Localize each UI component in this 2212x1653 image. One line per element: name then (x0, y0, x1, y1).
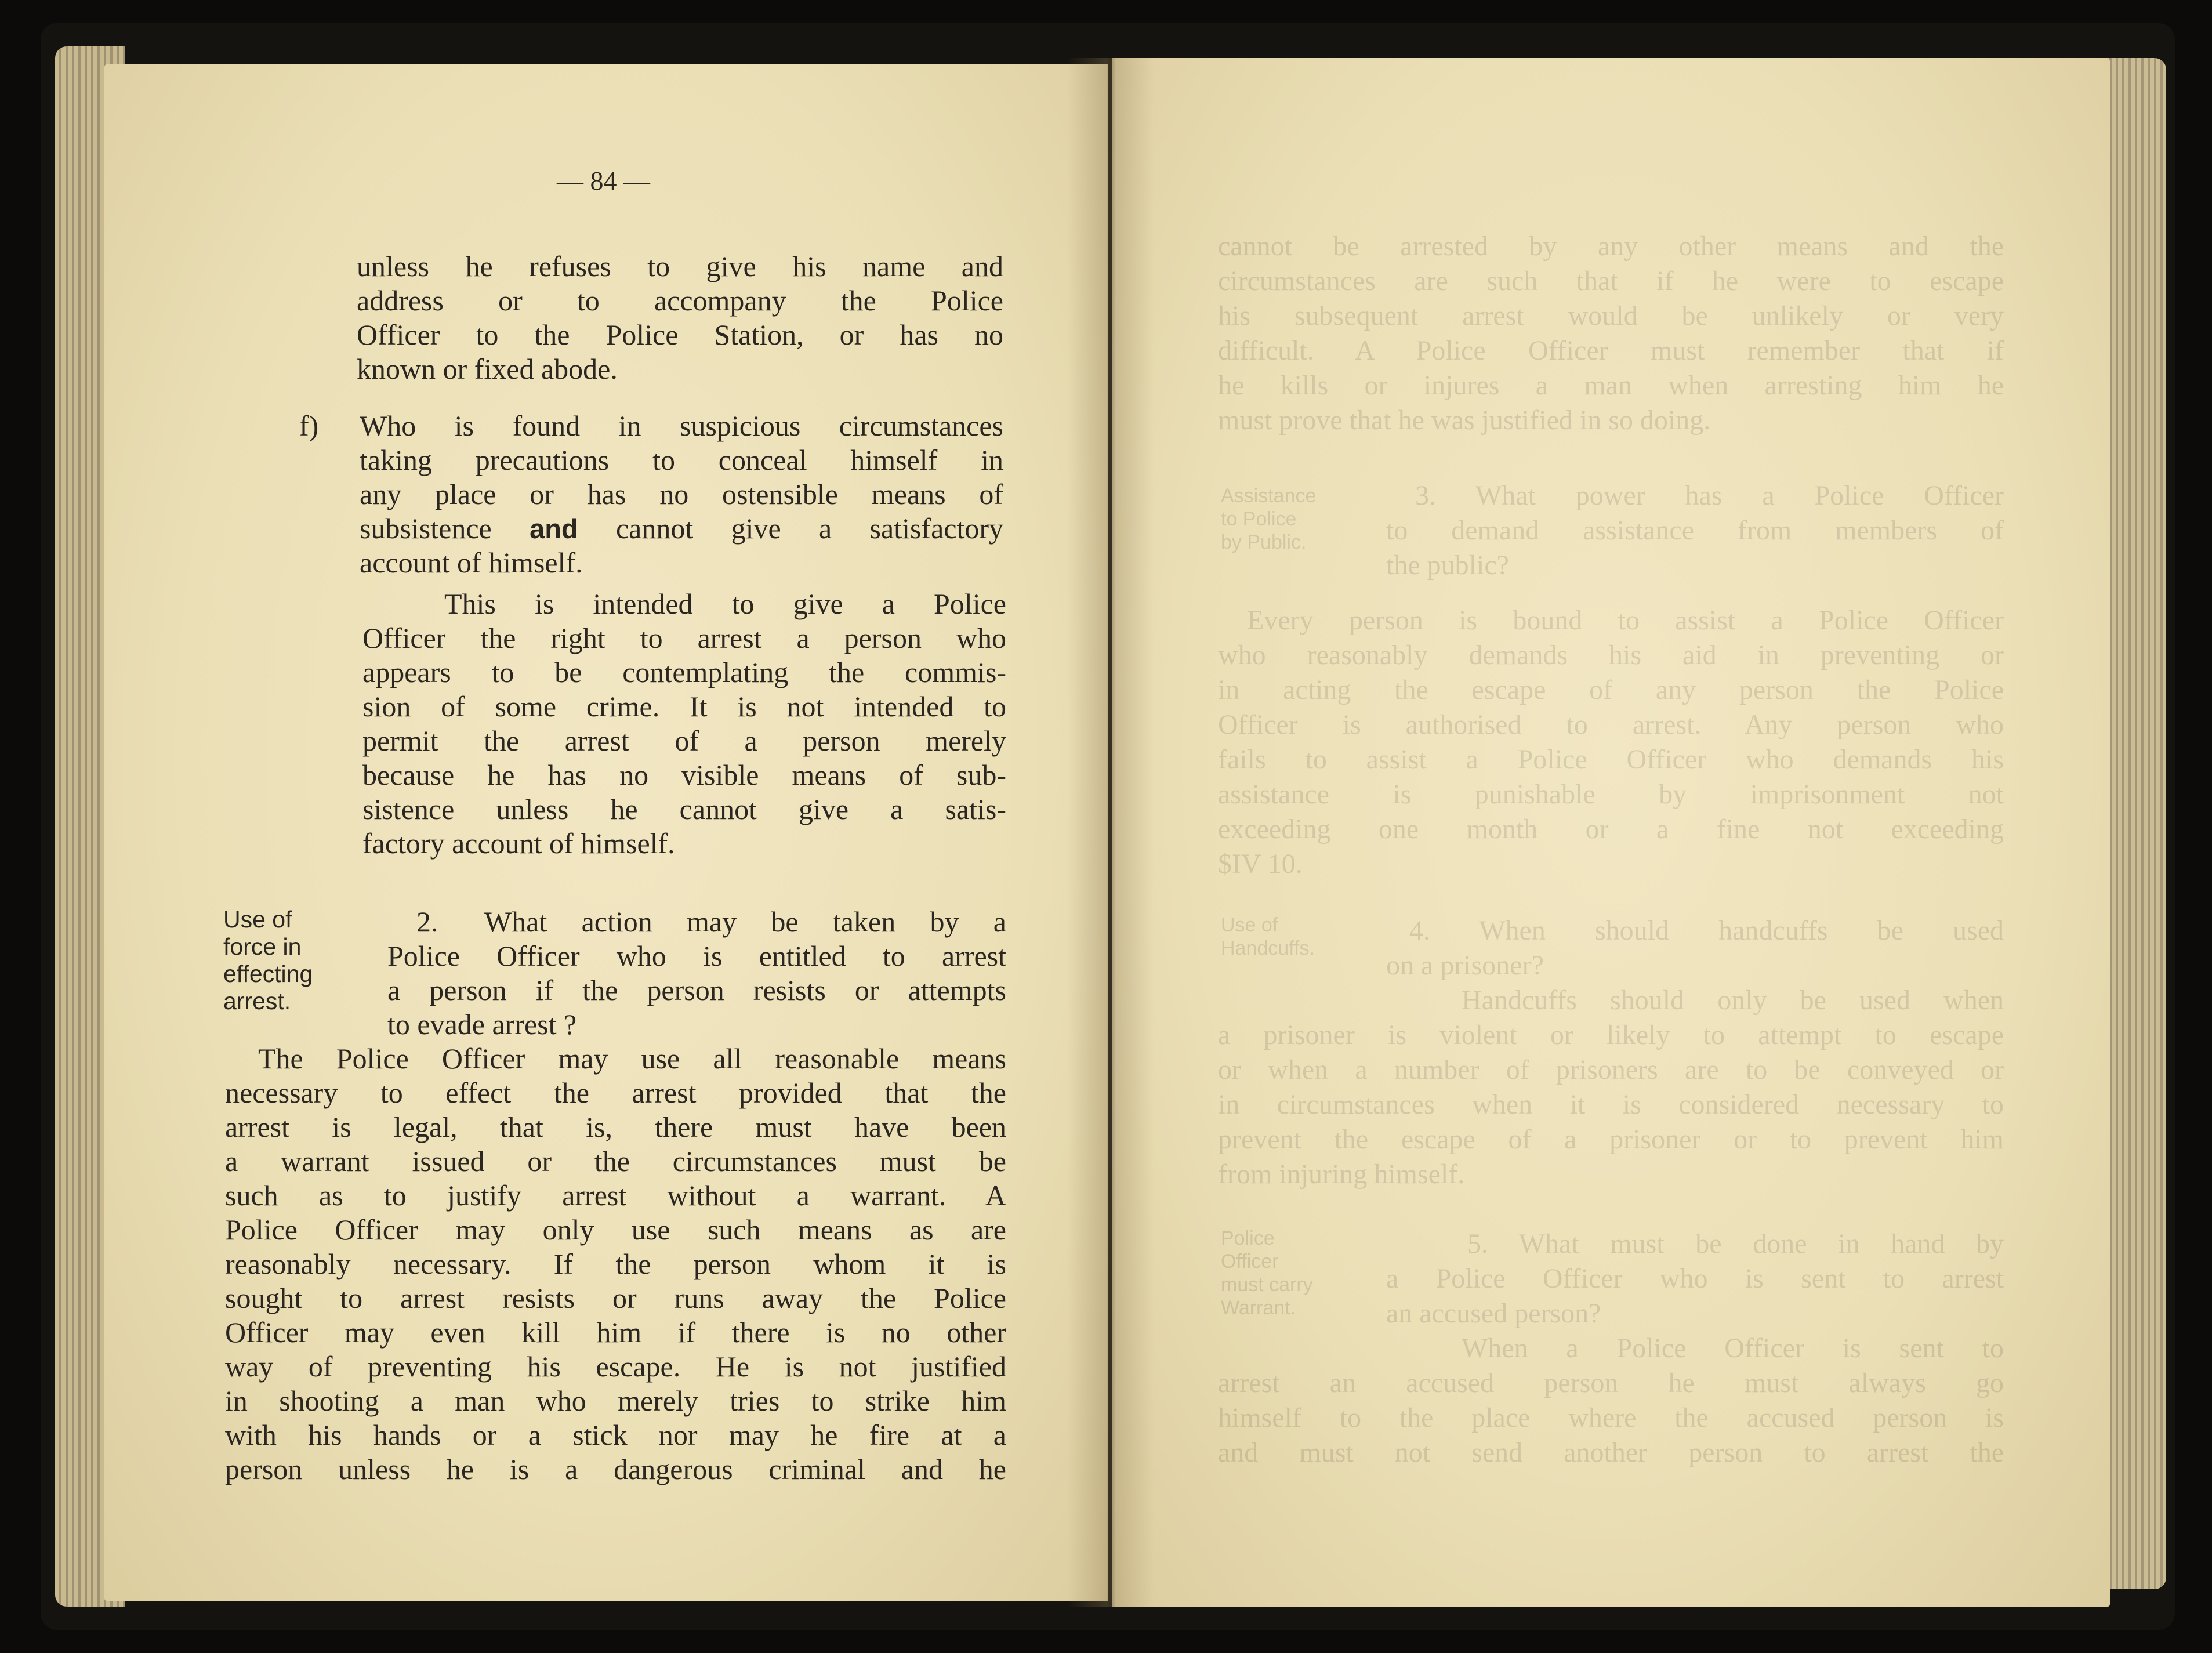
faded-line: who reasonably demands his aid in preventing or (1218, 640, 2004, 670)
faded-line: the public? (1386, 550, 1509, 581)
margin-note-line: force in (223, 933, 302, 960)
text-span: cannot give a satisfactory (615, 512, 1004, 545)
text-line: necessary to effect the arrest provided that the (225, 1076, 1006, 1109)
text-line: Who is found in suspicious circumstances (360, 409, 1003, 442)
margin-note-line: Use of (223, 906, 292, 933)
page-number: — 84 — (557, 166, 650, 195)
book-gutter (1067, 58, 1154, 1607)
text-line: Police Officer may only use such means as are (225, 1213, 1006, 1246)
faded-note-line: Officer (1221, 1250, 1279, 1273)
margin-note-line: effecting (223, 960, 313, 987)
faded-line: prevent the escape of a prisoner or to prevent him (1218, 1124, 2004, 1155)
faded-margin-note (1221, 913, 1354, 960)
margin-note (223, 906, 339, 1015)
text-line: unless he refuses to give his name and (357, 250, 1003, 282)
faded-line: exceeding one month or a fine not exceeding (1218, 814, 2004, 844)
text-line: reasonably necessary. If the person whom it is (225, 1248, 1006, 1280)
faded-note-line: Warrant. (1221, 1297, 1296, 1319)
faded-line: When a Police Officer is sent to (1462, 1333, 2004, 1364)
faded-line: his subsequent arrest would be unlikely or very (1218, 300, 2004, 331)
faded-line: circumstances are such that if he were to escape (1218, 266, 2004, 296)
faded-line: he kills or injures a man when arresting him he (1218, 370, 2004, 401)
faded-line: Every person is bound to assist a Police Officer (1247, 605, 2004, 636)
text-line: taking precautions to conceal himself in (360, 444, 1003, 476)
text-line: with his hands or a stick nor may he fire at a (225, 1419, 1006, 1451)
faded-line: $IV 10. (1218, 849, 1303, 879)
text-line: Officer may even kill him if there is no other (225, 1316, 1006, 1348)
text-line: a warrant issued or the circumstances must be (225, 1145, 1006, 1177)
faded-line: 4. When should handcuffs be used (1409, 915, 2004, 946)
text-line: account of himself. (360, 546, 583, 579)
text-line: sion of some crime. It is not intended to (362, 690, 1006, 723)
text-line: The Police Officer may use all reasonable means (258, 1042, 1006, 1075)
text-line: person unless he is a dangerous criminal and he (225, 1453, 1006, 1485)
faded-line: on a prisoner? (1386, 950, 1544, 981)
faded-line: or when a number of prisoners are to be conveyed or (1218, 1054, 2004, 1085)
faded-line: an accused person? (1386, 1298, 1601, 1329)
faded-note-line: Handcuffs. (1221, 937, 1315, 959)
text-line: Officer the right to arrest a person who (362, 622, 1006, 654)
question-number: 2. (416, 905, 438, 938)
faded-note-line: Police (1221, 1227, 1275, 1249)
faded-line: 3. What power has a Police Officer (1415, 480, 2004, 511)
faded-margin-note (1221, 484, 1354, 554)
text-line: because he has no visible means of sub- (362, 759, 1006, 791)
text-line: permit the arrest of a person merely (362, 724, 1006, 757)
faded-line: difficult. A Police Officer must remember that if (1218, 335, 2004, 366)
question-line: Police Officer who is entitled to arrest (387, 940, 1006, 972)
bold-word: and (530, 513, 578, 544)
margin-note-line: arrest. (223, 988, 291, 1014)
faded-line: a Police Officer who is sent to arrest (1386, 1263, 2004, 1294)
text-line: appears to be contemplating the commis- (362, 656, 1006, 688)
faded-line: in circumstances when it is considered necessary to (1218, 1089, 2004, 1120)
faded-line: fails to assist a Police Officer who demands his (1218, 744, 2004, 775)
text-line: any place or has no ostensible means of (360, 478, 1003, 510)
faded-note-line: must carry (1221, 1274, 1313, 1296)
faded-note-line: Use of (1221, 914, 1278, 936)
faded-line: Handcuffs should only be used when (1462, 985, 2004, 1016)
faded-line: to demand assistance from members of (1386, 515, 2004, 546)
faded-line: and must not send another person to arrest the (1218, 1437, 2004, 1468)
faded-line: arrest an accused person he must always go (1218, 1368, 2004, 1398)
faded-note-line: to Police (1221, 508, 1297, 530)
faded-line: 5. What must be done in hand by (1467, 1228, 2004, 1259)
text-span: subsistence (360, 512, 492, 545)
question-line: to evade arrest ? (387, 1008, 577, 1041)
page-edges-right (2105, 58, 2166, 1589)
faded-line: must prove that he was justified in so doing. (1218, 405, 1711, 436)
faded-line: cannot be arrested by any other means and the (1218, 231, 2004, 262)
text-line: in shooting a man who merely tries to strike him (225, 1384, 1006, 1417)
text-line: way of preventing his escape. He is not justified (225, 1350, 1006, 1383)
faded-note-line: Assistance (1221, 485, 1317, 507)
faded-note-line: by Public. (1221, 531, 1307, 553)
item-marker: f) (299, 409, 319, 442)
question-line: a person if the person resists or attempts (387, 974, 1006, 1006)
faded-line: from injuring himself. (1218, 1159, 1465, 1190)
text-line: sought to arrest resists or runs away the Police (225, 1282, 1006, 1314)
text-line: factory account of himself. (362, 827, 675, 860)
faded-line: assistance is punishable by imprisonment not (1218, 779, 2004, 810)
text-line: such as to justify arrest without a warrant. A (225, 1179, 1006, 1212)
text-line: Officer to the Police Station, or has no (357, 318, 1003, 351)
text-line: known or fixed abode. (357, 353, 618, 385)
text-line: This is intended to give a Police (444, 588, 1006, 620)
text-line: sistence unless he cannot give a satis- (362, 793, 1006, 825)
question-line: What action may be taken by a (484, 905, 1006, 938)
faded-margin-note (1221, 1227, 1354, 1320)
text-line: arrest is legal, that is, there must have been (225, 1111, 1006, 1143)
faded-line: himself to the place where the accused person is (1218, 1402, 2004, 1433)
faded-line: in acting the escape of any person the Police (1218, 675, 2004, 705)
faded-line: Officer is authorised to arrest. Any person who (1218, 709, 2004, 740)
text-line (360, 512, 1003, 546)
text-line: address or to accompany the Police (357, 284, 1003, 317)
faded-line: a prisoner is violent or likely to attempt to escape (1218, 1020, 2004, 1050)
